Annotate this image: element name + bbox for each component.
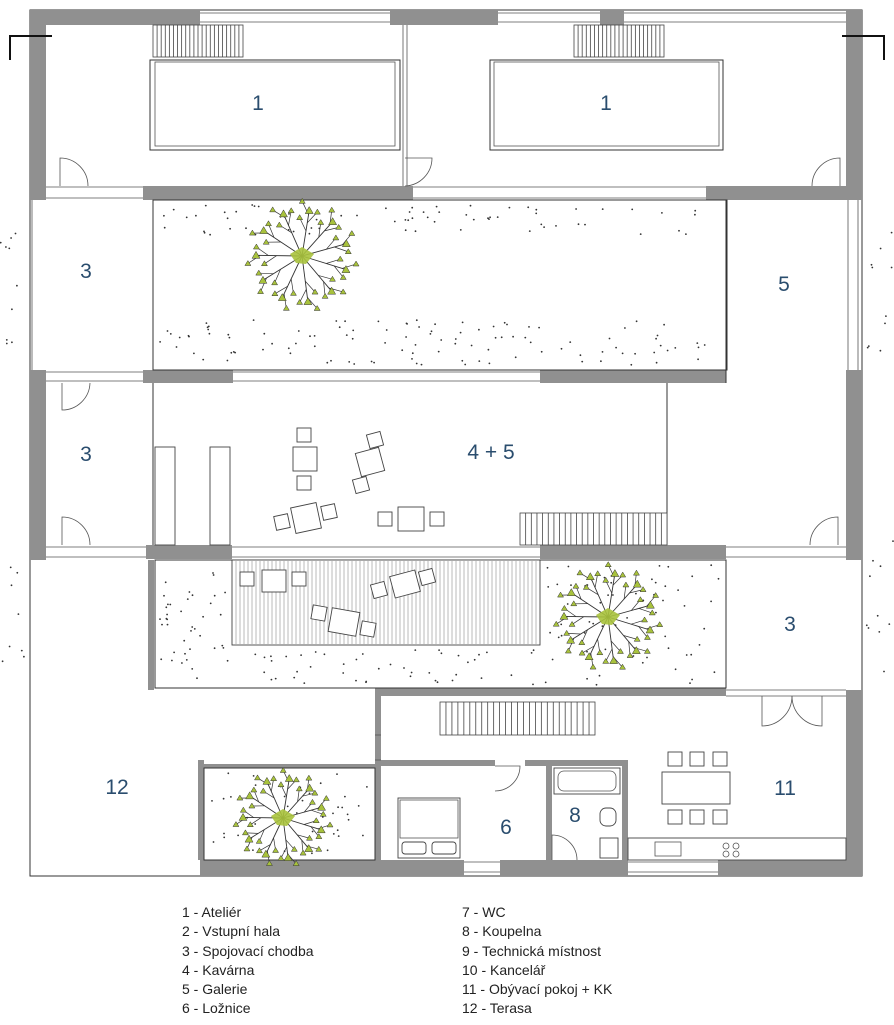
- cafe-furniture: [155, 428, 444, 545]
- wooden-deck: [232, 560, 540, 645]
- room-label-11: 11: [774, 777, 796, 800]
- room-label-3-top: 3: [80, 260, 92, 283]
- entrance-markers: [10, 36, 884, 60]
- stair-cafe: [520, 513, 667, 545]
- legend-item: 11 - Obývací pokoj + KK: [462, 981, 613, 998]
- legend-item: 10 - Kancelář: [462, 961, 546, 978]
- room-label-12: 12: [105, 776, 129, 799]
- room-label-5: 5: [778, 273, 790, 296]
- legend-item: 9 - Technická místnost: [462, 942, 602, 959]
- stair-atelier-right: [574, 25, 664, 57]
- room-label-6: 6: [500, 816, 512, 839]
- room-label-3-right: 3: [784, 613, 796, 636]
- stair-atelier-left: [153, 25, 243, 57]
- legend-item: 3 - Spojovací chodba: [182, 942, 314, 959]
- room-label-3-middle: 3: [80, 443, 92, 466]
- room-label-1-right: 1: [600, 92, 612, 115]
- room-label-1-left: 1: [252, 92, 264, 115]
- stair-living: [440, 702, 595, 735]
- room-label-8: 8: [569, 804, 581, 827]
- legend-item: 5 - Galerie: [182, 981, 248, 998]
- legend-item: 6 - Ložnice: [182, 1000, 251, 1017]
- glazing: [32, 13, 858, 872]
- legend-left: [182, 903, 314, 1019]
- gravel-texture: [0, 204, 894, 854]
- legend-item: 1 - Ateliér: [182, 904, 242, 920]
- room-labels: [80, 92, 796, 839]
- room-label-4-5: 4 + 5: [467, 441, 515, 464]
- legend-item: 8 - Koupelna: [462, 923, 542, 940]
- legend-item: 4 - Kavárna: [182, 961, 255, 978]
- legend-item: 2 - Vstupní hala: [182, 923, 281, 940]
- legend-right: [462, 903, 612, 1019]
- legend-item: 7 - WC: [462, 904, 506, 920]
- legend-item: 12 - Terasa: [462, 1000, 532, 1017]
